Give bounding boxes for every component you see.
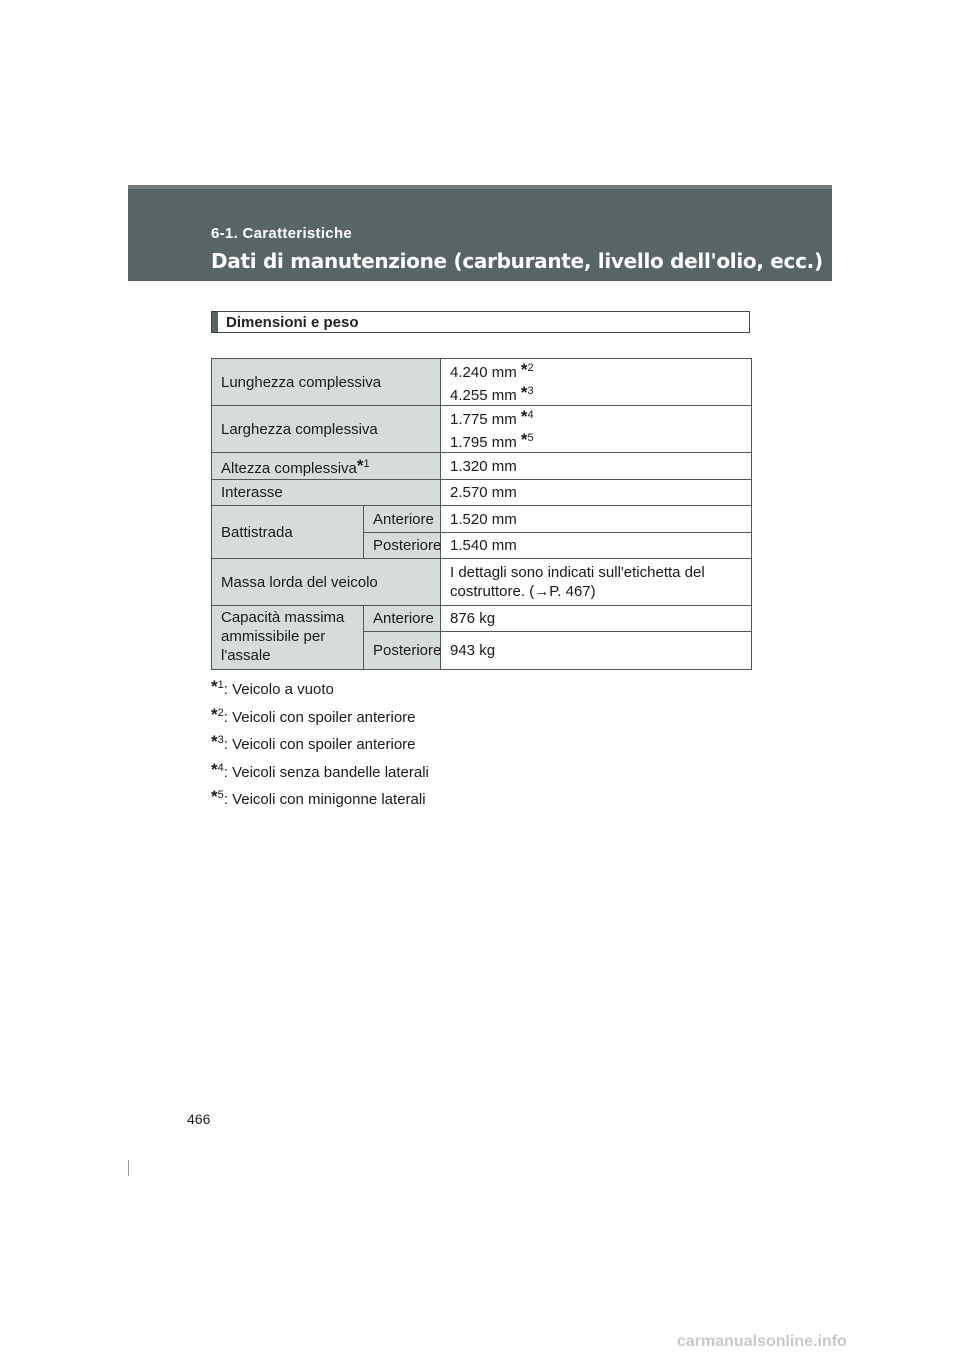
table-row — [212, 359, 752, 406]
page-title: Dati di manutenzione (carburante, livello dell'olio, ecc.) — [211, 249, 823, 273]
value-text: 1.775 mm — [450, 411, 521, 428]
value-text: costruttore. ( — [450, 583, 535, 600]
footnote-number: 4 — [217, 761, 224, 774]
footnote-star: * — [520, 430, 528, 449]
footnote-star: * — [211, 759, 218, 779]
footnote-text: : Veicoli con spoiler anteriore — [223, 736, 416, 753]
row-value — [441, 406, 752, 453]
row-label — [212, 453, 441, 480]
footnote-ref: 2 — [527, 362, 534, 374]
row-label: Larghezza complessiva — [212, 406, 441, 453]
row-label: Lunghezza complessiva — [212, 359, 441, 406]
footnote-text: : Veicolo a vuoto — [223, 681, 334, 698]
row-value: 943 kg — [441, 632, 752, 670]
sub-label: Posteriore — [364, 533, 441, 559]
row-label: Capacità massima ammissibile per l'assale — [212, 606, 364, 670]
footnote-number: 2 — [217, 706, 224, 719]
label-text: Altezza complessiva — [221, 459, 357, 477]
section-label: 6-1. Caratteristiche — [211, 225, 353, 242]
subsection-heading — [211, 311, 750, 333]
footnote-text: : Veicoli con spoiler anteriore — [223, 708, 416, 726]
header-top-line — [128, 185, 832, 189]
footnote-star: * — [211, 732, 218, 751]
edge-mark — [128, 1160, 129, 1176]
footnote-star: * — [520, 407, 528, 426]
value-line: I dettagli sono indicati sull'etichetta del — [450, 564, 705, 581]
footnote-number: 5 — [217, 789, 224, 801]
footnote-star: * — [211, 704, 218, 724]
subsection-accent-bar — [212, 312, 218, 332]
footnote-ref: 3 — [527, 385, 534, 397]
watermark: carmanualsonline.info — [677, 1333, 847, 1350]
row-label: Battistrada — [212, 506, 364, 559]
footnote — [211, 700, 429, 728]
row-value — [441, 559, 752, 606]
footnote-number: 1 — [217, 679, 224, 691]
specs-table — [211, 358, 752, 670]
value-text: 4.240 mm — [450, 364, 521, 381]
row-value: 2.570 mm — [441, 480, 752, 506]
sub-label: Anteriore — [364, 506, 441, 533]
table-row — [212, 606, 752, 632]
sub-label: Anteriore — [364, 606, 441, 632]
page-number: 466 — [187, 1111, 211, 1127]
table-row — [212, 559, 752, 606]
row-label: Massa lorda del veicolo — [212, 559, 441, 606]
row-value: 1.520 mm — [441, 506, 752, 533]
table-row — [212, 480, 752, 506]
footnote-star: * — [211, 677, 218, 696]
footnote-ref: 5 — [527, 432, 534, 444]
footnote-star: * — [356, 455, 364, 475]
footnote — [211, 782, 429, 810]
footnote-text: : Veicoli senza bandelle laterali — [223, 763, 429, 781]
footnote — [211, 755, 429, 783]
sub-label: Posteriore — [364, 632, 441, 670]
footnote-text: : Veicoli con minigonne laterali — [223, 791, 426, 808]
table-row — [212, 406, 752, 453]
footnote-star: * — [520, 383, 528, 402]
value-text: 1.795 mm — [450, 434, 521, 451]
row-label: Interasse — [212, 480, 441, 506]
footnote-number: 3 — [217, 734, 224, 746]
row-value: 876 kg — [441, 606, 752, 632]
footnote — [211, 672, 429, 700]
subsection-title: Dimensioni e peso — [226, 314, 359, 331]
value-text: 4.255 mm — [450, 387, 521, 404]
table-row — [212, 506, 752, 533]
footnote-star: * — [211, 787, 218, 806]
footnotes — [211, 672, 429, 810]
footnote-ref: 1 — [363, 457, 370, 470]
page-ref-link[interactable]: P. 467) — [549, 583, 596, 600]
row-value — [441, 359, 752, 406]
footnote-star: * — [520, 360, 528, 379]
footnote — [211, 727, 429, 755]
page-header — [128, 185, 832, 281]
footnote-ref: 4 — [527, 409, 534, 421]
row-value: 1.320 mm — [441, 453, 752, 480]
arrow-icon: → — [534, 583, 550, 600]
table-row — [212, 453, 752, 480]
row-value: 1.540 mm — [441, 533, 752, 559]
